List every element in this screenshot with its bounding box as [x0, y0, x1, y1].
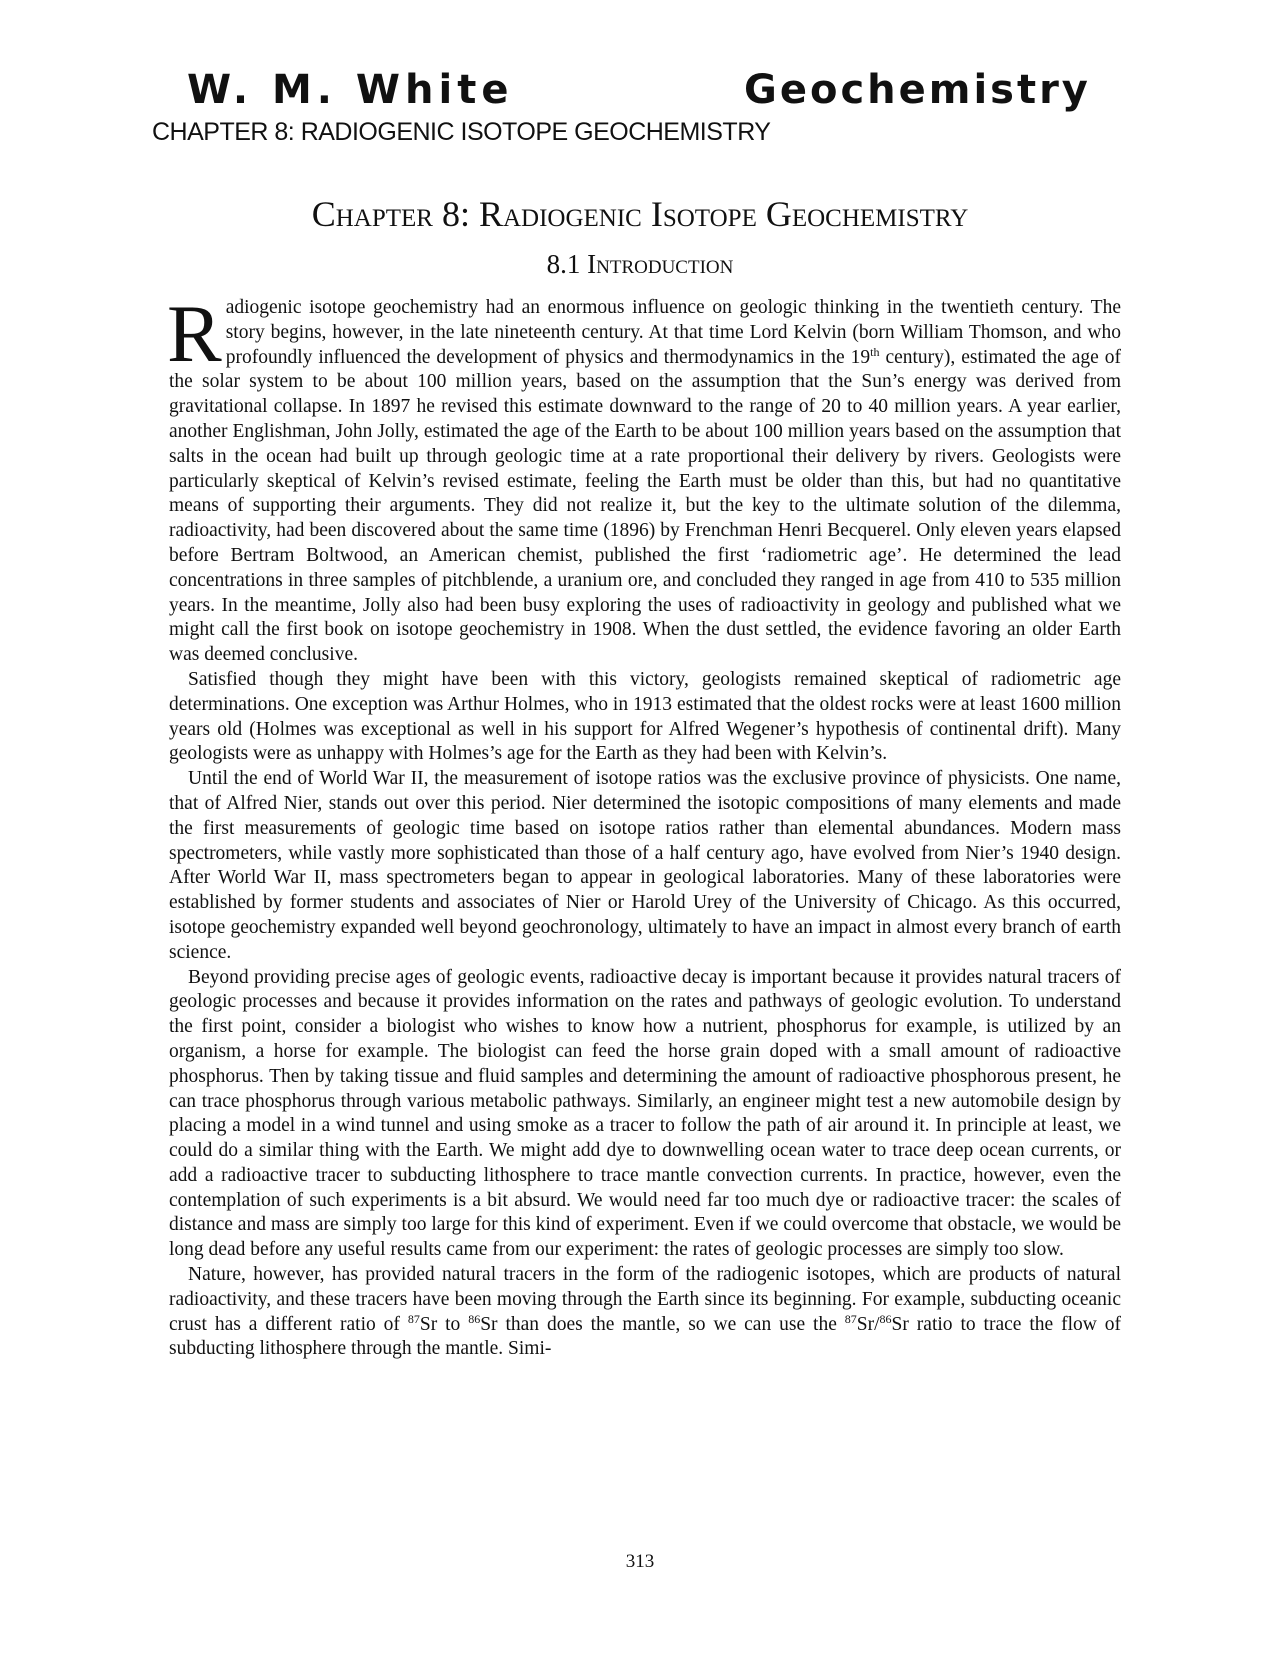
paragraph-1: Radiogenic isotope geochemistry had an enormous influence on geologic thinking in the twentieth century. The story begins, however, in the late nineteenth century. At that time Lord Kelvin (born William Thomson, and who profoundly influenced the development of physics and thermodynamics in the 19th century), estimated the age of the solar system to be about 100 million years, based on the assumption that the Sun’s energy was derived from gravitational collapse. In 1897 he revised this estimate downward to the range of 20 to 40 million years. A year earlier, another Englishman, John Jolly, estimated the age of the Earth to be about 100 million years based on the assumption that salts in the ocean had built up through geologic time at a rate proportional their delivery by rivers. Geologists were particularly skeptical of Kelvin’s revised estimate, feeling the Earth must be older than this, but had no quantitative means of supporting their arguments. They did not realize it, but the key to the ultimate solution of the dilemma, radioactivity, had been discovered about the same time (1896) by Frenchman Henri Becquerel. Only eleven years elapsed before Bertram Boltwood, an American chemist, published the first ‘radiometric age’. He determined the lead concentrations in three samples of pitchblende, a uranium ore, and concluded they ranged in age from 410 to 535 million years. In the meantime, Jolly also had been busy exploring the uses of radioactivity in geology and published what we might call the first book on isotope geochemistry in 1908. When the dust settled, the evidence favoring an older Earth was deemed conclusive. [167, 288, 1121, 666]
running-header-chapter: CHAPTER 8: RADIOGENIC ISOTOPE GEOCHEMISTRY [152, 118, 771, 146]
running-header-book-title: Geochemistry [744, 67, 1091, 113]
paragraph-3: Until the end of World War II, the measurement of isotope ratios was the exclusive province of physicists. One name, that of Alfred Nier, stands out over this period. Nier determined the isotopic compositions of many elements and made the first measurements of geologic time based on isotope ratios rather than elemental abundances. Modern mass spectrometers, while vastly more sophisticated than those of a half century ago, have evolved from Nier’s 1940 design. After World War II, mass spectrometers began to appear in geological laboratories. Many of these laboratories were established by former students and associates of Nier or Harold Urey of the University of Chicago. As this occurred, isotope geochemistry expanded well beyond geochronology, ultimately to have an impact in almost every branch of earth science. [169, 768, 1121, 963]
chapter-title: Chapter 8: Radiogenic Isotope Geochemistry [311, 194, 969, 234]
section-title: 8.1 Introduction [546, 249, 734, 279]
paragraph-2: Satisfied though they might have been with this victory, geologists remained skeptical of radiometric age determinations. One exception was Arthur Holmes, who in 1913 estimated that the oldest rocks were at least 1600 million years old (Holmes was exceptional as well in his support for Alfred Wegener’s hypothesis of continental drift). Many geologists were as unhappy with Holmes’s age for the Earth as they had been with Kelvin’s. [169, 668, 1121, 765]
page-number: 313 [625, 1551, 655, 1572]
drop-cap: R [167, 288, 222, 379]
body-text [167, 288, 1121, 1362]
paragraph-4: Beyond providing precise ages of geologic events, radioactive decay is important because it provides natural tracers of geologic processes and because it provides information on the rates and pathways of geologic evolution. To understand the first point, consider a biologist who wishes to know how a nutrient, phosphorus for example, is utilized by an organism, a horse for example. The biologist can feed the horse grain doped with a small amount of radioactive phosphorus. Then by taking tissue and fluid samples and determining the amount of radioactive phosphorous present, he can trace phosphorus through various metabolic pathways. Similarly, an engineer might test a new automobile design by placing a model in a wind tunnel and using smoke as a tracer to follow the path of air around it. In principle at least, we could do a similar thing with the Earth. We might add dye to downwelling ocean water to trace deep ocean currents, or add a radioactive tracer to subducting lithosphere to trace mantle convection currents. In practice, however, even the contemplation of such experiments is a bit absurd. We would need far too much dye or radioactive tracer: the scales of distance and mass are simply too large for this kind of experiment. Even if we could overcome that obstacle, we would be long dead before any useful results came from our experiment: the rates of geologic processes are simply too slow. [169, 966, 1121, 1261]
paragraph-5: Nature, however, has provided natural tracers in the form of the radiogenic isotopes, which are products of natural radioactivity, and these tracers have been moving through the Earth since its beginning. For example, subducting oceanic crust has a different ratio of $^{87}$Sr to $^{86}$Sr than does the mantle, so we can use the $^{87}$Sr/$^{86}$Sr ratio to trace the flow of subducting lithosphere through the mantle. Simi- [169, 1264, 1121, 1360]
running-header-author: W. M. White [187, 67, 514, 113]
